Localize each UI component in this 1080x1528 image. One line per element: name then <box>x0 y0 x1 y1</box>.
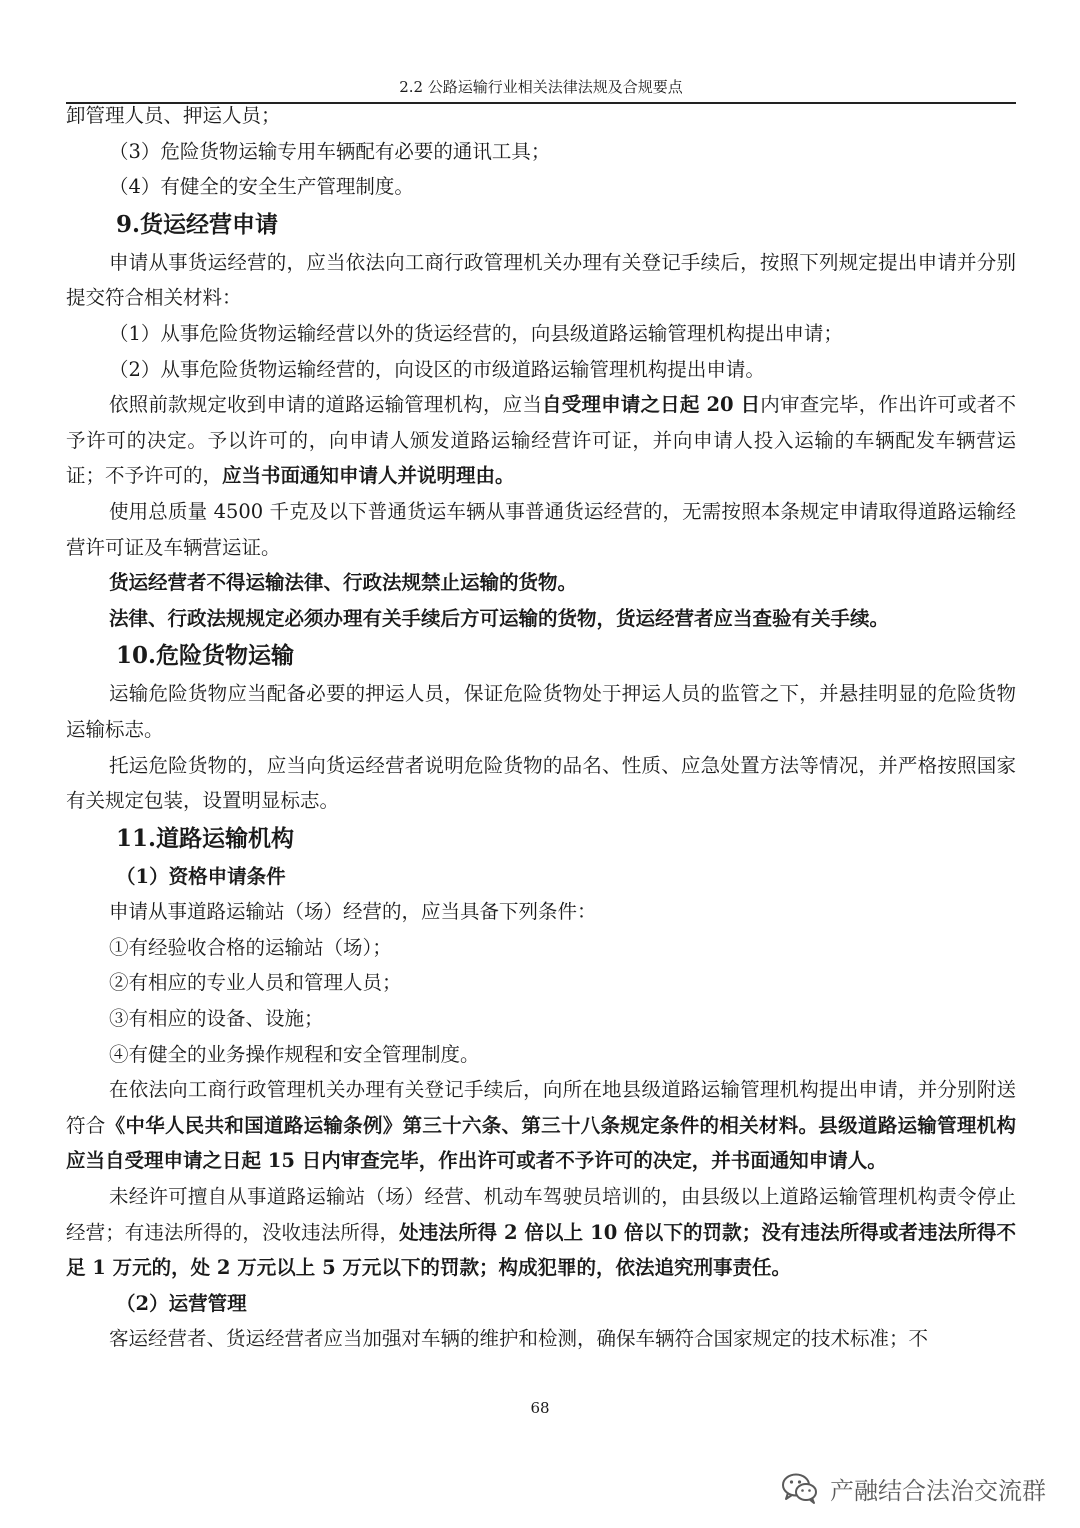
header-title: 2.2 公路运输行业相关法律法规及合规要点 <box>399 78 683 96</box>
paragraph: 卸管理人员、押运人员； <box>66 104 281 127</box>
text-run: 在依法向工商行政管理机关办理有关登记手续后，向所在地县级道路运输管理机构提出申请，并分别附送符合 <box>66 1078 1016 1137</box>
paragraph: 客运经营者、货运经营者应当加强对车辆的维护和检测，确保车辆符合国家规定的技术标准；不 <box>109 1327 929 1351</box>
paragraph: 货运经营者不得运输法律、行政法规禁止运输的货物。 <box>109 571 578 595</box>
list-item: （1）从事危险货物运输经营以外的货运经营的，向县级道路运输管理机构提出申请； <box>109 321 843 345</box>
text-run: 未经许可擅自从事道路运输站（场）经营、机动车驾驶员培训的，由县级以上道路运输管理机构责令停止经营；有违法所得的，没收违法所得， <box>66 1185 1016 1244</box>
text-run: 内审查完毕，作出许可或者不予许可的决定。予以许可的，向申请人颁发道路运输经营许可证，并向申请人投入运输的车辆配发车辆营运证；不予许可的， <box>66 393 1016 488</box>
paragraph <box>66 1179 1016 1286</box>
watermark-text: 产融结合法治交流群 <box>830 1476 1046 1505</box>
bold-text: 处违法所得 2 倍以上 10 倍以下的罚款；没有违法所得或者违法所得不足 1 万元的，处 2 万元以上 5 万元以下的罚款；构成犯罪的，依法追究刑事责任。 <box>66 1220 1016 1280</box>
document-body <box>66 98 1016 1357</box>
section-heading: 11.道路运输机构 <box>116 824 295 852</box>
paragraph: 托运危险货物的，应当向货运经营者说明危险货物的品名、性质、应急处置方法等情况，并严格按照国家有关规定包装，设置明显标志。 <box>66 753 1016 813</box>
list-item: ③有相应的设备、设施； <box>109 1007 324 1031</box>
paragraph: 申请从事道路运输站（场）经营的，应当具备下列条件： <box>109 900 597 924</box>
list-item: （2）从事危险货物运输经营的，向设区的市级道路运输管理机构提出申请。 <box>109 357 765 381</box>
watermark <box>780 1468 1046 1508</box>
list-item: ①有经验收合格的运输站（场）； <box>109 935 392 959</box>
subsection-heading: （2）运营管理 <box>116 1291 247 1315</box>
paragraph: 运输危险货物应当配备必要的押运人员，保证危险货物处于押运人员的监管之下，并悬挂明显的危险货物运输标志。 <box>66 682 1016 741</box>
wechat-icon <box>780 1471 820 1505</box>
paragraph: 申请从事货运经营的，应当依法向工商行政管理机关办理有关登记手续后，按照下列规定提出申请并分别提交符合相关材料： <box>66 250 1016 310</box>
subsection-heading: （1）资格申请条件 <box>116 864 286 888</box>
paragraph <box>66 387 1016 494</box>
paragraph: 使用总质量 4500 千克及以下普通货运车辆从事普通货运经营的，无需按照本条规定申请取得道路运输经营许可证及车辆营运证。 <box>66 499 1016 559</box>
paragraph <box>66 1072 1016 1179</box>
bold-text: 应当书面通知申请人并说明理由。 <box>222 464 515 488</box>
list-item: ②有相应的专业人员和管理人员； <box>109 971 402 995</box>
list-item: ④有健全的业务操作规程和安全管理制度。 <box>109 1042 480 1066</box>
section-heading: 10.危险货物运输 <box>116 642 295 670</box>
bold-text: 《中华人民共和国道路运输条例》第三十六条、第三十八条规定条件的相关材料。县级道路运输管理机构应当自受理申请之日起 15 日内审查完毕，作出许可或者不予许可的决定，并书面通知申请人。 <box>66 1113 1016 1173</box>
paragraph: 法律、行政法规规定必须办理有关手续后方可运输的货物，货运经营者应当查验有关手续。 <box>109 606 890 630</box>
text-run: 依照前款规定收到申请的道路运输管理机构，应当 <box>109 393 543 417</box>
list-item: （4）有健全的安全生产管理制度。 <box>109 175 414 199</box>
bold-text: 自受理申请之日起 20 日 <box>542 393 761 417</box>
list-item: （3）危险货物运输专用车辆配有必要的通讯工具； <box>109 139 551 163</box>
section-heading: 9.货运经营申请 <box>116 210 279 238</box>
page-number: 68 <box>530 1399 550 1417</box>
